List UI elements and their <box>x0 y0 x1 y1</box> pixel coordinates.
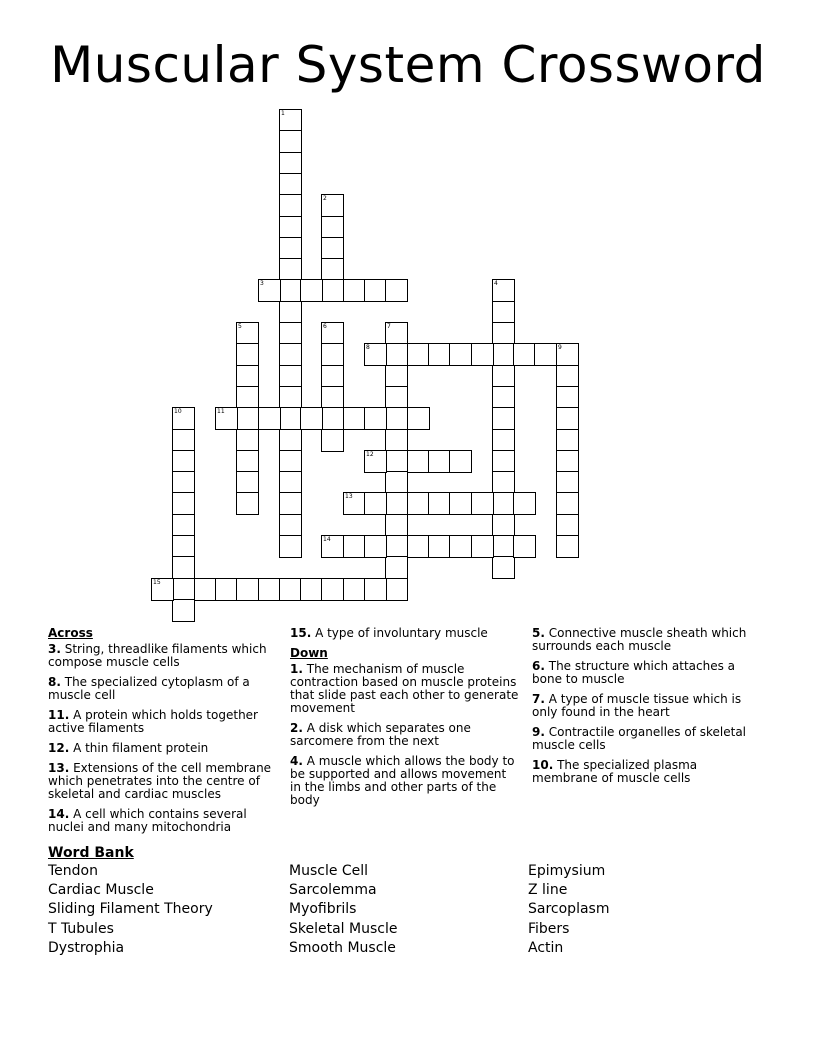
clue <box>48 742 273 755</box>
word-bank-item: Tendon <box>48 863 98 879</box>
grid-cell[interactable] <box>428 450 451 473</box>
grid-cell[interactable] <box>407 343 430 366</box>
clue-number: 13. <box>48 761 70 775</box>
grid-cell[interactable] <box>236 365 259 388</box>
clue-text: A disk which separates one sarcomere from the next <box>290 721 471 748</box>
grid-cell[interactable] <box>556 365 579 388</box>
grid-cell[interactable] <box>428 535 451 558</box>
cell-number: 10 <box>174 408 182 415</box>
grid-cell[interactable] <box>492 492 515 515</box>
grid-cell[interactable] <box>385 578 408 601</box>
grid-cell[interactable] <box>172 599 195 622</box>
grid-cell[interactable] <box>279 365 302 388</box>
grid-cell[interactable] <box>236 450 259 473</box>
word-bank-item: Epimysium <box>528 863 606 879</box>
cell-number: 3 <box>260 280 264 287</box>
grid-cell[interactable] <box>449 535 472 558</box>
grid-cell[interactable] <box>449 343 472 366</box>
grid-cell[interactable] <box>492 514 515 537</box>
grid-cell[interactable] <box>279 578 302 601</box>
grid-cell[interactable] <box>385 343 408 366</box>
word-bank-title: Word Bank <box>48 845 134 861</box>
grid-cell[interactable] <box>385 471 408 494</box>
cell-number: 14 <box>323 536 331 543</box>
grid-cell[interactable] <box>385 450 408 473</box>
grid-cell[interactable] <box>279 386 302 409</box>
clue-text: A type of involuntary muscle <box>311 626 488 640</box>
clue-number: 3. <box>48 642 61 656</box>
grid-cell[interactable] <box>172 535 195 558</box>
grid-cell[interactable] <box>343 492 366 515</box>
grid-cell[interactable] <box>279 152 302 175</box>
grid-cell[interactable] <box>172 514 195 537</box>
clue-list <box>290 627 520 640</box>
grid-cell[interactable] <box>279 301 302 324</box>
clue-text: A cell which contains several nuclei and many mitochondria <box>48 807 247 834</box>
grid-cell[interactable] <box>556 386 579 409</box>
clue <box>48 709 273 735</box>
grid-cell[interactable] <box>215 578 238 601</box>
grid-cell[interactable] <box>492 365 515 388</box>
cell-number: 13 <box>345 493 353 500</box>
grid-cell[interactable] <box>236 407 259 430</box>
grid-cell[interactable] <box>428 492 451 515</box>
cell-number: 2 <box>323 195 327 202</box>
clue-number: 8. <box>48 675 61 689</box>
grid-cell[interactable] <box>172 407 195 430</box>
grid-cell[interactable] <box>492 407 515 430</box>
clue-list <box>290 663 520 807</box>
clue-text: String, threadlike filaments which compose muscle cells <box>48 642 267 669</box>
clue <box>48 676 273 702</box>
grid-cell[interactable] <box>492 322 515 345</box>
grid-cell[interactable] <box>321 322 344 345</box>
grid-cell[interactable] <box>236 492 259 515</box>
grid-cell[interactable] <box>449 492 472 515</box>
grid-cell[interactable] <box>258 578 281 601</box>
grid-cell[interactable] <box>279 173 302 196</box>
clue-text: A muscle which allows the body to be supported and allows movement in the limbs and other parts of the body <box>290 754 515 807</box>
cell-number: 9 <box>558 344 562 351</box>
grid-cell[interactable] <box>172 578 195 601</box>
clue-text: Extensions of the cell membrane which penetrates into the centre of skeletal and cardiac muscles <box>48 761 272 801</box>
clue-number: 14. <box>48 807 70 821</box>
grid-cell[interactable] <box>279 216 302 239</box>
grid-cell[interactable] <box>385 407 408 430</box>
clue <box>48 808 273 834</box>
grid-cell[interactable] <box>385 492 408 515</box>
grid-cell[interactable] <box>513 343 536 366</box>
grid-cell[interactable] <box>172 471 195 494</box>
clue-text: A thin filament protein <box>69 741 209 755</box>
cell-number: 5 <box>238 323 242 330</box>
grid-cell[interactable] <box>556 492 579 515</box>
grid-cell[interactable] <box>364 535 387 558</box>
grid-cell[interactable] <box>343 578 366 601</box>
clue <box>290 663 520 715</box>
grid-cell[interactable] <box>172 556 195 579</box>
grid-cell[interactable] <box>321 365 344 388</box>
clue-number: 15. <box>290 626 312 640</box>
grid-cell[interactable] <box>321 343 344 366</box>
grid-cell[interactable] <box>279 535 302 558</box>
grid-cell[interactable] <box>385 365 408 388</box>
grid-cell[interactable] <box>385 429 408 452</box>
grid-cell[interactable] <box>407 407 430 430</box>
grid-cell[interactable] <box>492 279 515 302</box>
word-bank-item: Muscle Cell <box>289 863 369 879</box>
grid-cell[interactable] <box>172 450 195 473</box>
clues-column-1 <box>48 627 273 841</box>
clue <box>290 627 520 640</box>
grid-cell[interactable] <box>364 279 387 302</box>
grid-cell[interactable] <box>321 258 344 281</box>
clue-text: The specialized cytoplasm of a muscle cell <box>48 675 250 702</box>
grid-cell[interactable] <box>279 194 302 217</box>
clue-number: 2. <box>290 721 303 735</box>
grid-cell[interactable] <box>279 322 302 345</box>
grid-cell[interactable] <box>300 407 323 430</box>
clue-text: Contractile organelles of skeletal muscle cells <box>532 725 747 752</box>
clue-text: Connective muscle sheath which surrounds each muscle <box>532 626 747 653</box>
clue <box>532 627 752 653</box>
clue <box>532 660 752 686</box>
grid-cell[interactable] <box>300 578 323 601</box>
cell-number: 12 <box>366 451 374 458</box>
grid-cell[interactable] <box>556 450 579 473</box>
grid-cell[interactable] <box>236 343 259 366</box>
grid-cell[interactable] <box>471 343 494 366</box>
clues-column-3 <box>532 627 752 792</box>
grid-cell[interactable] <box>279 429 302 452</box>
clue <box>532 759 752 785</box>
grid-cell[interactable] <box>236 429 259 452</box>
grid-cell[interactable] <box>385 322 408 345</box>
grid-cell[interactable] <box>407 535 430 558</box>
grid-cell[interactable] <box>279 130 302 153</box>
clue <box>290 722 520 748</box>
grid-cell[interactable] <box>556 471 579 494</box>
cell-number: 15 <box>153 579 161 586</box>
grid-cell[interactable] <box>385 386 408 409</box>
grid-cell[interactable] <box>385 535 408 558</box>
word-bank-column-1 <box>48 862 213 958</box>
word-bank-item: Myofibrils <box>289 901 357 918</box>
grid-cell[interactable] <box>279 492 302 515</box>
clue-number: 1. <box>290 662 303 676</box>
grid-cell[interactable] <box>385 279 408 302</box>
grid-cell[interactable] <box>321 386 344 409</box>
grid-cell[interactable] <box>556 514 579 537</box>
clue <box>532 693 752 719</box>
grid-cell[interactable] <box>556 407 579 430</box>
grid-cell[interactable] <box>279 471 302 494</box>
grid-cell[interactable] <box>321 535 344 558</box>
grid-cell[interactable] <box>343 279 366 302</box>
grid-cell[interactable] <box>279 237 302 260</box>
page-title: Muscular System Crossword <box>50 36 766 94</box>
grid-cell[interactable] <box>492 556 515 579</box>
clue-number: 11. <box>48 708 70 722</box>
grid-cell[interactable] <box>385 514 408 537</box>
word-bank-item: Z line <box>528 882 568 899</box>
grid-cell[interactable] <box>321 216 344 239</box>
grid-cell[interactable] <box>151 578 174 601</box>
word-bank-item: Fibers <box>528 920 570 937</box>
grid-cell[interactable] <box>194 578 217 601</box>
grid-cell[interactable] <box>385 556 408 579</box>
grid-cell[interactable] <box>321 194 344 217</box>
clue-number: 9. <box>532 725 545 739</box>
grid-cell[interactable] <box>172 429 195 452</box>
grid-cell[interactable] <box>321 578 344 601</box>
grid-cell[interactable] <box>492 343 515 366</box>
grid-cell[interactable] <box>556 343 579 366</box>
clue-list <box>532 627 752 785</box>
grid-cell[interactable] <box>279 109 302 132</box>
clue-text: The specialized plasma membrane of muscle cells <box>532 758 698 785</box>
grid-cell[interactable] <box>300 279 323 302</box>
down-heading: Down <box>290 646 328 660</box>
grid-cell[interactable] <box>279 279 302 302</box>
grid-cell[interactable] <box>492 429 515 452</box>
grid-cell[interactable] <box>471 535 494 558</box>
grid-cell[interactable] <box>343 407 366 430</box>
grid-cell[interactable] <box>364 407 387 430</box>
clue-number: 4. <box>290 754 303 768</box>
grid-cell[interactable] <box>556 535 579 558</box>
cell-number: 11 <box>217 408 225 415</box>
grid-cell[interactable] <box>236 386 259 409</box>
grid-cell[interactable] <box>534 343 557 366</box>
grid-cell[interactable] <box>321 237 344 260</box>
clue-text: A protein which holds together active filaments <box>48 708 258 735</box>
clue-text: The mechanism of muscle contraction based on muscle proteins that slide past each other to generate movement <box>290 662 519 715</box>
word-bank-column-3 <box>528 862 609 958</box>
grid-cell[interactable] <box>258 407 281 430</box>
grid-cell[interactable] <box>279 514 302 537</box>
grid-cell[interactable] <box>364 492 387 515</box>
grid-cell[interactable] <box>236 471 259 494</box>
grid-cell[interactable] <box>513 535 536 558</box>
clue <box>48 643 273 669</box>
cell-number: 6 <box>323 323 327 330</box>
grid-cell[interactable] <box>364 578 387 601</box>
grid-cell[interactable] <box>258 279 281 302</box>
grid-cell[interactable] <box>556 429 579 452</box>
grid-cell[interactable] <box>407 450 430 473</box>
grid-cell[interactable] <box>215 407 238 430</box>
grid-cell[interactable] <box>428 343 451 366</box>
word-bank-item: Skeletal Muscle <box>289 920 398 937</box>
grid-cell[interactable] <box>364 343 387 366</box>
grid-cell[interactable] <box>492 450 515 473</box>
word-bank-item: T Tubules <box>48 920 114 937</box>
grid-cell[interactable] <box>172 492 195 515</box>
cell-number: 7 <box>387 323 391 330</box>
clue-list <box>48 643 273 834</box>
word-bank-item: Sarcoplasm <box>528 901 610 918</box>
word-bank-item: Sarcolemma <box>289 882 377 899</box>
clue-text: The structure which attaches a bone to muscle <box>532 659 736 686</box>
cell-number: 1 <box>281 110 285 117</box>
grid-cell[interactable] <box>321 429 344 452</box>
grid-cell[interactable] <box>407 492 430 515</box>
clue <box>48 762 273 801</box>
grid-cell[interactable] <box>321 407 344 430</box>
clue <box>290 755 520 807</box>
grid-cell[interactable] <box>492 535 515 558</box>
across-heading: Across <box>48 626 93 640</box>
clue-number: 6. <box>532 659 545 673</box>
grid-cell[interactable] <box>279 343 302 366</box>
grid-cell[interactable] <box>236 578 259 601</box>
cell-number: 4 <box>494 280 498 287</box>
clues-column-2 <box>290 627 520 814</box>
grid-cell[interactable] <box>471 492 494 515</box>
word-bank-item: Dystrophia <box>48 939 125 956</box>
grid-cell[interactable] <box>279 258 302 281</box>
clue-number: 10. <box>532 758 554 772</box>
grid-cell[interactable] <box>279 450 302 473</box>
grid-cell[interactable] <box>321 279 344 302</box>
grid-cell[interactable] <box>449 450 472 473</box>
grid-cell[interactable] <box>492 386 515 409</box>
cell-number: 8 <box>366 344 370 351</box>
grid-cell[interactable] <box>364 450 387 473</box>
word-bank-item: Sliding Filament Theory <box>48 901 213 918</box>
grid-cell[interactable] <box>343 535 366 558</box>
word-bank-column-2 <box>289 862 397 958</box>
clue-text: A type of muscle tissue which is only found in the heart <box>532 692 742 719</box>
word-bank-item: Actin <box>528 939 564 956</box>
grid-cell[interactable] <box>236 322 259 345</box>
grid-cell[interactable] <box>492 301 515 324</box>
clue <box>532 726 752 752</box>
grid-cell[interactable] <box>279 407 302 430</box>
clue-number: 5. <box>532 626 545 640</box>
grid-cell[interactable] <box>492 471 515 494</box>
grid-cell[interactable] <box>513 492 536 515</box>
clue-number: 12. <box>48 741 70 755</box>
word-bank-item: Smooth Muscle <box>289 939 396 956</box>
clue-number: 7. <box>532 692 545 706</box>
word-bank-item: Cardiac Muscle <box>48 882 154 899</box>
